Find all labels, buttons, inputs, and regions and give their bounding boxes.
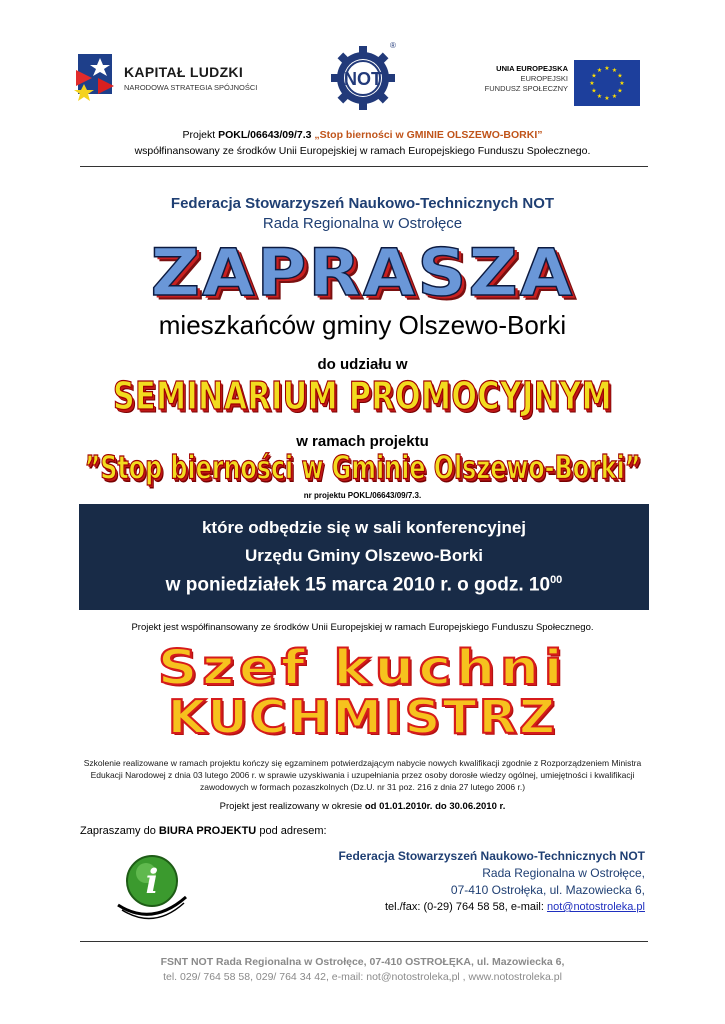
event-date-text: w poniedziałek 15 marca 2010 r. o godz. 10 bbox=[165, 574, 551, 596]
contact-address: 07-410 Ostrołęka, ul. Mazowiecka 6, bbox=[450, 883, 645, 897]
event-time-minutes: 00 bbox=[550, 574, 563, 586]
cofinanced-note: Projekt jest współfinansowany ze środków Unii Europejskiej w ramach Europejskiego Funduszu Społecznego. bbox=[131, 622, 594, 633]
project-header-line bbox=[0, 129, 725, 141]
not-logo bbox=[325, 38, 401, 114]
contact-phone: tel./fax: (0-29) 764 58 58, e-mail: bbox=[384, 901, 544, 913]
project-title: „Stop bierności w GMINIE OLSZEWO-BORKI” bbox=[314, 129, 543, 141]
event-date-line bbox=[79, 574, 649, 596]
zaprasza-headline: ZAPRASZA bbox=[150, 235, 575, 312]
svg-text:★: ★ bbox=[619, 80, 625, 87]
svg-text:★: ★ bbox=[604, 95, 610, 102]
contact-council: Rada Regionalna w Ostrołęce, bbox=[482, 866, 645, 880]
svg-text:★: ★ bbox=[591, 87, 597, 95]
svg-text:★: ★ bbox=[596, 93, 603, 100]
footer-contacts: tel. 029/ 764 58 58, 029/ 764 34 42, e-mail: not@notostroleka,pl , www.notostroleka.pl bbox=[163, 971, 562, 983]
organizer-subtitle: Rada Regionalna w Ostrołęce bbox=[262, 215, 463, 232]
project-number: POKL/06643/09/7.3 bbox=[218, 129, 312, 141]
svg-text:★: ★ bbox=[604, 65, 610, 72]
cofinanced-line: współfinansowany ze środków Unii Europejskiej w ramach Europejskiego Funduszu Społecznego. bbox=[134, 145, 591, 157]
info-letter: i bbox=[145, 862, 159, 902]
contact-phone-line bbox=[338, 899, 645, 916]
kapital-ludzki-title: KAPITAŁ LUDZKI bbox=[124, 64, 244, 80]
not-gear-icon bbox=[325, 38, 401, 114]
project-number-note: nr projektu POKL/06643/09/7.3. bbox=[303, 491, 422, 500]
period-dates: od 01.01.2010r. do 30.06.2010 r. bbox=[364, 801, 506, 812]
eu-logo-line2: EUROPEJSKI bbox=[520, 74, 568, 83]
svg-text:★: ★ bbox=[611, 93, 618, 100]
course-title-line1: Szef kuchni bbox=[157, 640, 568, 696]
eu-logo-line3: FUNDUSZ SPOŁECZNY bbox=[484, 84, 568, 93]
project-period bbox=[0, 801, 725, 812]
audience-line: mieszkańców gminy Olszewo-Borki bbox=[158, 310, 567, 340]
eu-flag-icon bbox=[574, 60, 640, 106]
svg-text:★: ★ bbox=[617, 72, 623, 80]
w-ramach-text: w ramach projektu bbox=[296, 433, 429, 450]
course-title-line2: KUCHMISTRZ bbox=[167, 690, 558, 744]
svg-text:★: ★ bbox=[611, 67, 618, 74]
svg-text:★: ★ bbox=[589, 80, 595, 87]
svg-text:★: ★ bbox=[596, 67, 603, 74]
eu-logo bbox=[480, 60, 640, 110]
training-note: Szkolenie realizowane w ramach projektu kończy się egzaminem potwierdzającym nabycie nowych kwalifikacji zgodnie z Rozporządzeniem Ministra Edukacji Narodowej z dnia 03 lutego 2006 r. w sprawie uzyskiwania i uzupełniania przez osoby dorosłe wiedzy ogólnej, umiejętności i kwalifikacji zawodowych w formach pozaszkolnych (Dz.U. nr 31 poz. 216 z dnia 27 lutego 2006 r.) bbox=[83, 758, 642, 792]
svg-text:★: ★ bbox=[617, 87, 623, 95]
eu-logo-text bbox=[485, 64, 568, 94]
kapital-ludzki-logo bbox=[72, 50, 272, 110]
office-invite bbox=[80, 825, 327, 837]
office-prefix: Zapraszamy do bbox=[80, 825, 156, 837]
contact-email-link[interactable]: not@notostroleka.pl bbox=[546, 901, 645, 913]
kapital-ludzki-subtitle: NARODOWA STRATEGIA SPÓJNOŚCI bbox=[124, 83, 258, 92]
header-divider bbox=[80, 166, 648, 167]
organizer-name: Federacja Stowarzyszeń Naukowo-Technicznych NOT bbox=[170, 195, 555, 212]
office-bold: BIURA PROJEKTU bbox=[158, 825, 257, 837]
project-prefix: Projekt bbox=[182, 129, 216, 141]
eu-logo-line1: UNIA EUROPEJSKA bbox=[496, 64, 568, 73]
footer-address: FSNT NOT Rada Regionalna w Ostrołęce, 07-410 OSTROŁĘKA, ul. Mazowiecka 6, bbox=[160, 956, 565, 968]
period-prefix: Projekt jest realizowany w okresie bbox=[219, 801, 363, 812]
kapital-ludzki-emblem-icon bbox=[72, 50, 122, 110]
registered-mark: ® bbox=[390, 41, 396, 50]
event-venue-line: które odbędzie się w sali konferencyjnej bbox=[201, 518, 527, 537]
not-logo-text: NOT bbox=[344, 69, 382, 89]
svg-text:★: ★ bbox=[591, 72, 597, 80]
office-suffix: pod adresem: bbox=[259, 825, 327, 837]
contact-name: Federacja Stowarzyszeń Naukowo-Technicznych NOT bbox=[338, 849, 645, 863]
info-icon bbox=[112, 847, 190, 925]
seminar-headline: SEMINARIUM PROMOCYJNYM bbox=[113, 375, 612, 419]
project-title-headline: ”Stop bierności w Gminie Olszewo-Borki” bbox=[84, 448, 641, 487]
do-udzialu-text: do udziału w bbox=[317, 356, 408, 373]
event-details-box bbox=[79, 504, 649, 610]
contact-block bbox=[338, 848, 645, 916]
footer-divider bbox=[80, 941, 648, 942]
event-office-line: Urzędu Gminy Olszewo-Borki bbox=[244, 546, 484, 565]
